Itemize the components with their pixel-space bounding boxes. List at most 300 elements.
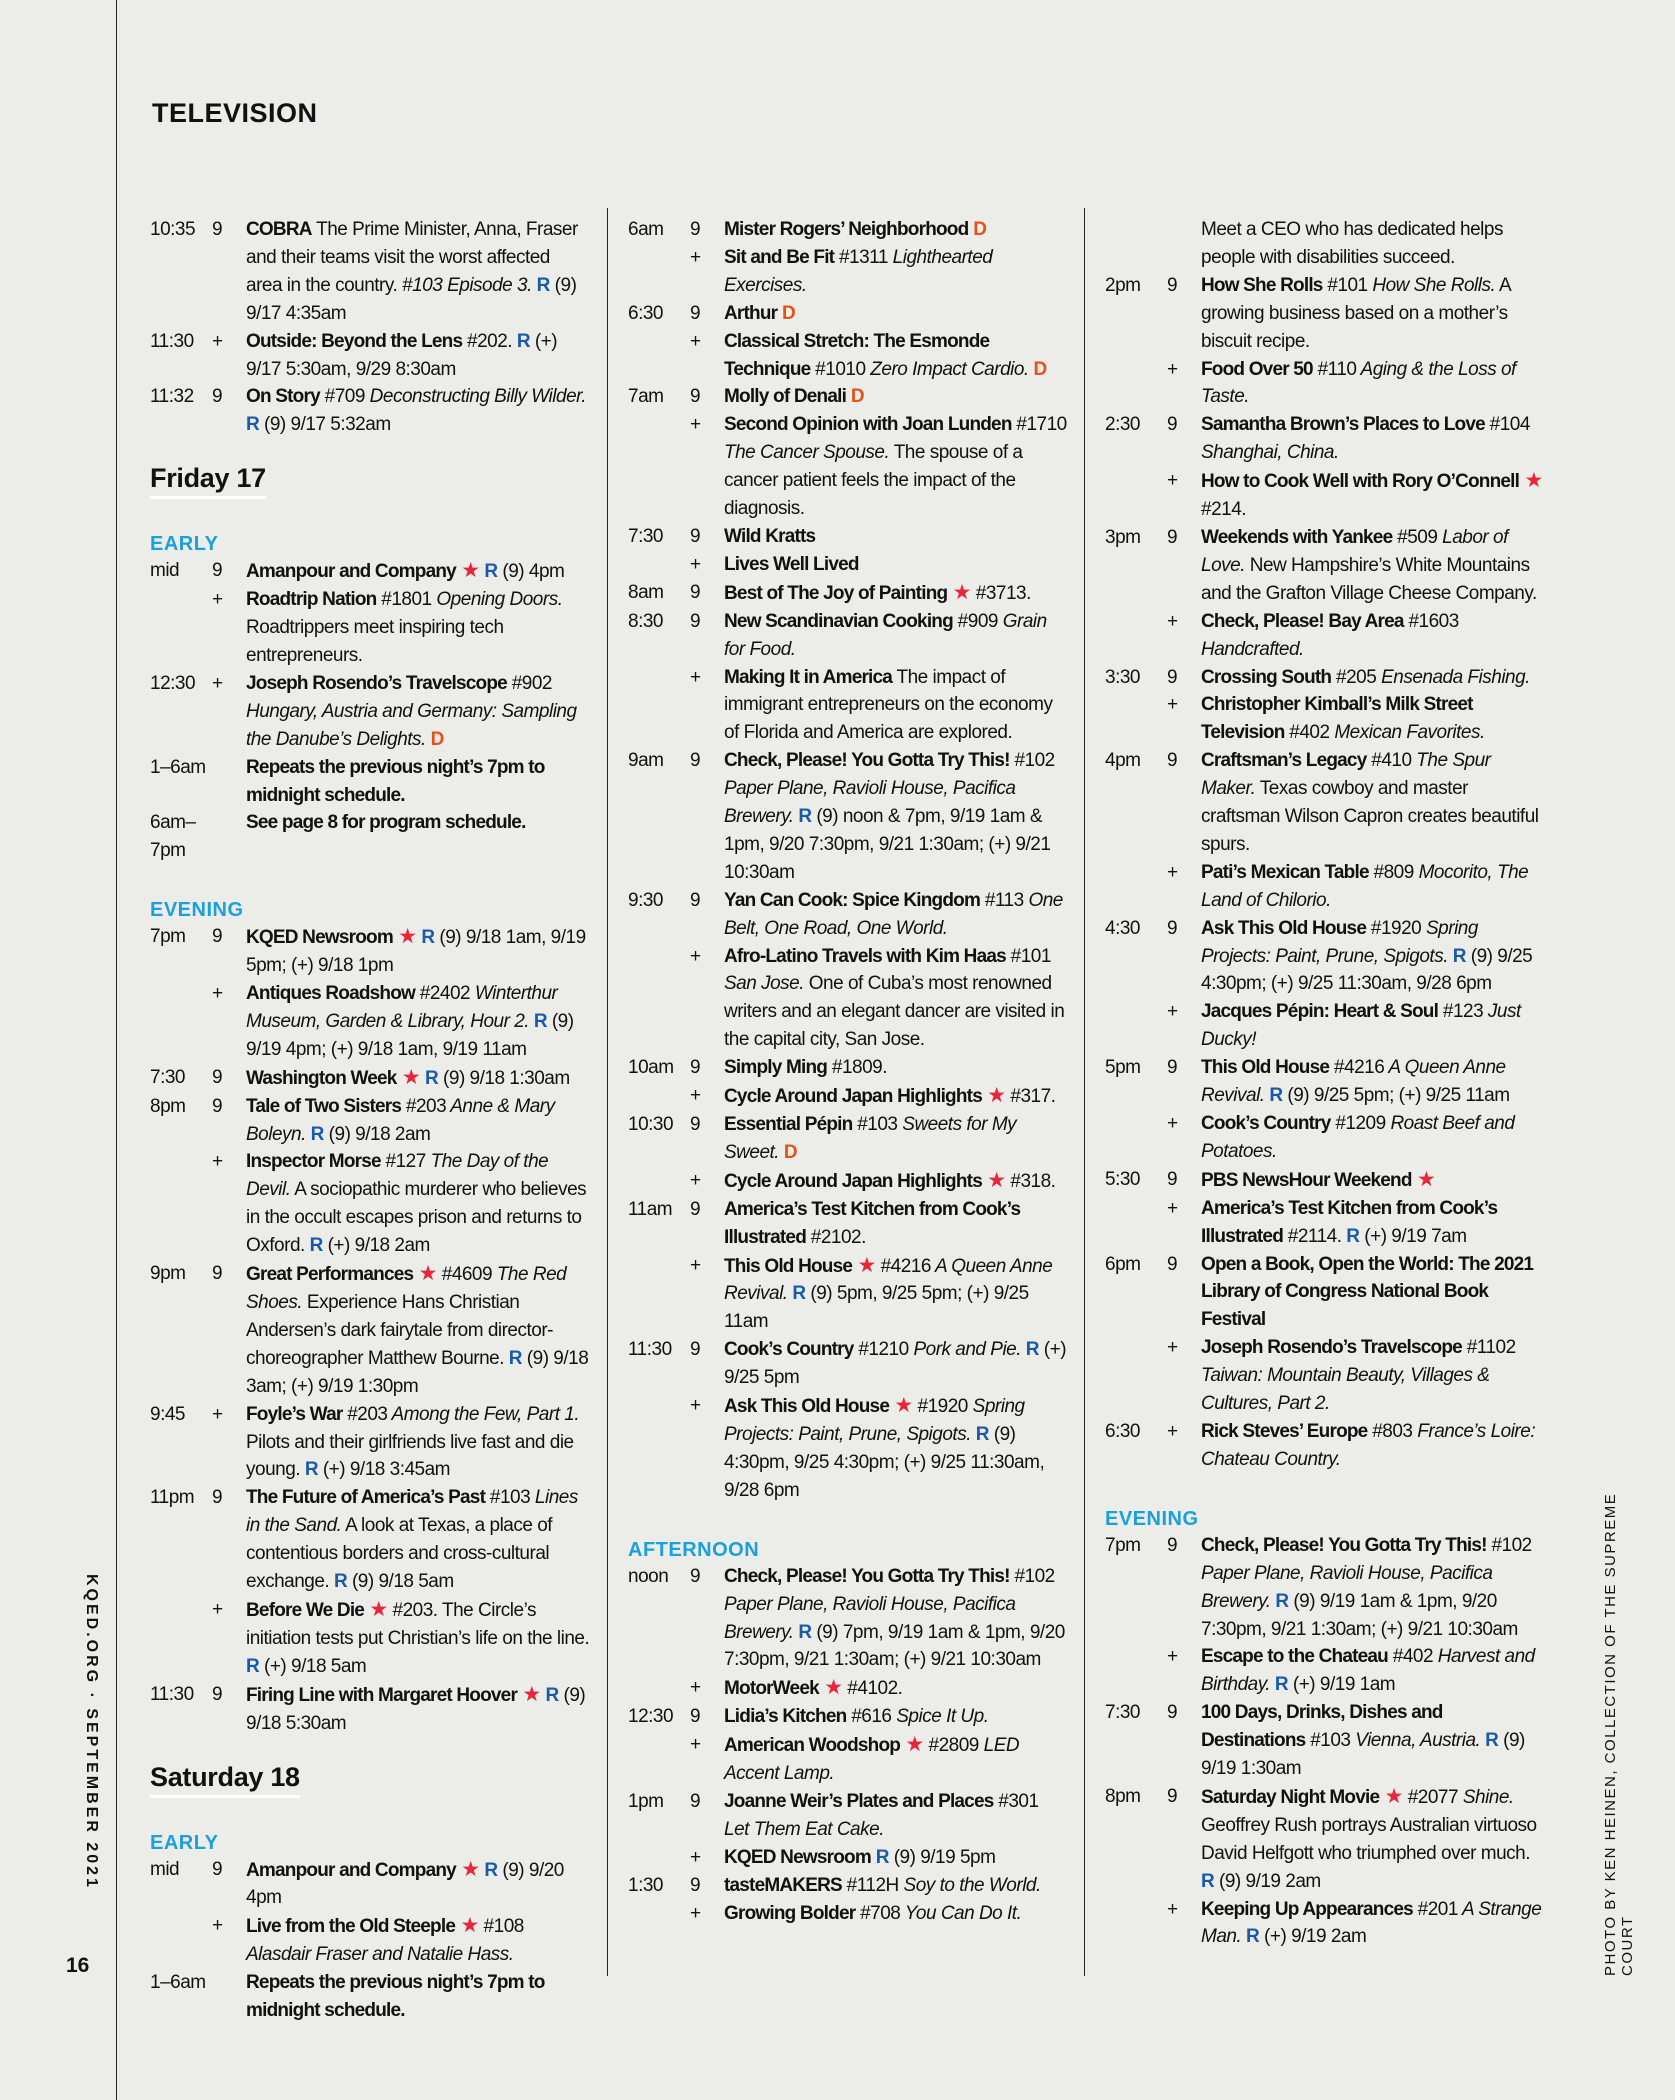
listing-time: 1:30 <box>628 1874 663 1896</box>
repeat-badge: R <box>484 1859 498 1881</box>
program-title: Samantha Brown’s Places to Love <box>1201 414 1485 436</box>
listing-row <box>628 1392 1068 1505</box>
listing-row <box>628 1703 1068 1731</box>
listing-time <box>628 664 690 748</box>
repeat-times: (9) 5pm, 9/25 5pm; (+) 9/25 11am <box>724 1283 1029 1333</box>
local-star-icon: ★ <box>900 1733 924 1757</box>
listing-time: noon <box>628 1565 669 1587</box>
listing-time: 5pm <box>1105 1057 1141 1079</box>
listing-row <box>150 809 590 865</box>
listing-time: 1–6am <box>150 1972 206 1994</box>
listing-body <box>724 943 1068 1055</box>
episode-title: Let Them Eat Cake. <box>724 1818 884 1840</box>
period-heading: AFTERNOON <box>628 1538 760 1561</box>
program-description: The spouse of a cancer patient feels the impact of the diagnosis. <box>724 442 1023 520</box>
listing-time: 11:30 <box>628 1339 672 1361</box>
repeat-badge: R <box>1269 1085 1283 1107</box>
listing-channel: 9 <box>212 1683 223 1705</box>
listing-row <box>628 1563 1068 1675</box>
episode-number: #4102. <box>842 1678 903 1700</box>
episode-title: Pork and Pie. <box>908 1339 1022 1361</box>
page-number: 16 <box>66 1954 90 1977</box>
episode-title: Zero Impact Cardio. <box>865 358 1029 380</box>
program-title: Great Performances <box>246 1264 414 1286</box>
listing-channel: + <box>1167 1420 1178 1442</box>
episode-number: #317. <box>1005 1086 1056 1108</box>
repeat-times: (9) 9/19 5pm <box>888 1846 996 1868</box>
episode-number: #2077 <box>1402 1786 1459 1808</box>
listing-body <box>246 216 590 328</box>
repeat-badge: R <box>1025 1339 1040 1361</box>
listing-body <box>724 1563 1068 1675</box>
listing-row <box>1105 467 1545 524</box>
program-title: Growing Bolder <box>724 1902 856 1924</box>
listing-row <box>628 383 1068 411</box>
program-title: America’s Test Kitchen from Cook’s Illustrated <box>724 1198 1021 1248</box>
listing-body <box>246 1484 590 1596</box>
repeat-badge: R <box>309 1235 323 1257</box>
episode-title: Harvest and Birthday. <box>1201 1646 1535 1696</box>
program-title: Craftsman’s Legacy <box>1201 750 1367 772</box>
listing-channel: 9 <box>212 219 223 240</box>
episode-title: Grain for Food. <box>724 610 1047 660</box>
listing-body <box>246 1969 590 2025</box>
column-divider-2 <box>1084 208 1085 1976</box>
listing-body <box>724 383 1068 411</box>
episode-number: #127 <box>380 1151 426 1173</box>
listing-channel: 9 <box>690 1057 701 1079</box>
episode-number: #909 <box>952 610 998 632</box>
listing-body <box>246 670 590 754</box>
listing-channel: 9 <box>212 1066 223 1088</box>
repeat-badge: R <box>1346 1225 1360 1247</box>
listing-body <box>724 328 1068 384</box>
listing-body <box>724 411 1068 523</box>
repeat-badge: R <box>304 1459 319 1481</box>
listing-time <box>150 1148 212 1260</box>
listing-body <box>1201 411 1545 467</box>
listing-channel: + <box>1167 610 1178 632</box>
episode-number: #1010 <box>810 358 866 380</box>
listing-row <box>150 1148 590 1260</box>
listing-row <box>628 1788 1068 1844</box>
program-title: How She Rolls <box>1201 274 1323 296</box>
listing-channel: 9 <box>212 1095 223 1117</box>
listing-time <box>1105 1195 1167 1251</box>
episode-title: Mocorito, The Land of Chilorio. <box>1201 861 1529 911</box>
listing-time: 7pm <box>150 926 186 948</box>
listing-time: 2:30 <box>1105 414 1140 436</box>
repeat-badge: R <box>536 274 550 296</box>
listing-channel: + <box>1167 358 1178 380</box>
listing-row <box>1105 216 1545 272</box>
episode-number: #104 <box>1484 414 1530 436</box>
repeat-times: (9) 9/19 1:30am <box>1201 1730 1525 1780</box>
listing-body <box>1201 747 1545 859</box>
listing-row <box>628 244 1068 300</box>
program-description: A sociopathic murderer who believes in the occult escapes prison and returns to Oxford. <box>246 1179 587 1257</box>
episode-number: #3713. <box>970 582 1031 604</box>
episode-title: You Can Do It. <box>900 1902 1022 1924</box>
listing-channel: 9 <box>690 1874 701 1896</box>
listing-row <box>150 328 590 384</box>
listing-time: 6am–7pm <box>150 812 196 862</box>
program-title: Classical Stretch: The Esmonde Technique <box>724 330 990 380</box>
episode-number: #509 <box>1392 526 1438 548</box>
repeat-times: (9) 9/17 5:32am <box>259 414 391 436</box>
listing-body <box>724 1167 1068 1196</box>
repeat-times: (+) 9/19 1am <box>1288 1674 1396 1696</box>
repeat-badge: R <box>246 1655 260 1677</box>
day-heading: Friday 17 <box>150 463 266 499</box>
episode-title: A Queen Anne Revival. <box>724 1255 1053 1305</box>
schedule-column-3 <box>1105 216 1545 1951</box>
program-description: Roadtrippers meet inspiring tech entrepreneurs. <box>246 617 504 666</box>
repeat-times: (9) 9/19 4pm; (+) 9/18 1am, 9/19 11am <box>246 1010 574 1060</box>
listing-channel: + <box>690 666 701 688</box>
listing-row <box>150 1093 590 1149</box>
listing-body <box>724 747 1068 887</box>
program-title: Escape to the Chateau <box>1201 1646 1388 1668</box>
listing-channel: + <box>212 1915 223 1937</box>
episode-number: #318. <box>1005 1170 1056 1192</box>
program-title: PBS NewsHour Weekend <box>1201 1169 1412 1191</box>
left-margin-rule <box>116 0 117 2100</box>
listing-time: 11pm <box>150 1487 195 1509</box>
listing-time: 10:30 <box>628 1114 674 1135</box>
episode-title: Paper Plane, Ravioli House, Pacifica Brewery. <box>724 1593 1016 1643</box>
episode-title: Paper Plane, Ravioli House, Pacifica Brewery. <box>1201 1562 1493 1612</box>
listing-time <box>628 1082 690 1111</box>
listing-body <box>1201 1896 1545 1952</box>
program-title: Tale of Two Sisters <box>246 1095 402 1117</box>
local-star-icon: ★ <box>981 1168 1006 1192</box>
listing-time: 11:32 <box>150 386 194 408</box>
episode-title: Sweets for My Sweet. <box>724 1114 1017 1163</box>
program-title: Roadtrip Nation <box>246 589 377 611</box>
episode-title: Spring Projects: Paint, Prune, Spigots. <box>724 1396 1025 1445</box>
listing-body <box>246 557 590 586</box>
program-title: Rick Steves’ Europe <box>1201 1420 1368 1442</box>
local-star-icon: ★ <box>818 1676 843 1700</box>
listing-body <box>1201 1110 1545 1166</box>
program-title: How to Cook Well with Rory O’Connell <box>1201 471 1520 493</box>
listing-channel: + <box>690 1846 701 1868</box>
listing-channel: + <box>690 1085 701 1107</box>
listing-row <box>1105 1699 1545 1783</box>
listing-channel: 9 <box>690 386 701 408</box>
listing-row <box>1105 664 1545 692</box>
listing-time: 11:30 <box>150 330 194 352</box>
program-title: Keeping Up Appearances <box>1201 1898 1413 1920</box>
program-title: Wild Kratts <box>724 525 816 547</box>
episode-number: #2402 <box>415 983 471 1005</box>
listing-row <box>628 411 1068 523</box>
listing-time: 4pm <box>1105 750 1141 772</box>
listing-body <box>246 1401 590 1485</box>
episode-title: A Queen Anne Revival. <box>1201 1057 1506 1107</box>
listing-row <box>1105 1334 1545 1418</box>
listing-channel: 9 <box>212 1487 223 1509</box>
listing-channel: 9 <box>690 581 701 603</box>
episode-title: One Belt, One Road, One World. <box>724 889 1063 939</box>
listing-row <box>1105 524 1545 608</box>
listing-row <box>1105 1110 1545 1166</box>
listing-channel: 9 <box>690 219 701 240</box>
program-title: Washington Week <box>246 1067 397 1089</box>
listing-time <box>628 328 690 384</box>
program-title: Second Opinion with Joan Lunden <box>724 414 1012 436</box>
program-title: tasteMAKERS <box>724 1874 842 1896</box>
episode-title: Aging & the Loss of Taste. <box>1201 358 1516 408</box>
program-title: Check, Please! You Gotta Try This! <box>724 1565 1010 1587</box>
episode-title: The Day of the Devil. <box>246 1151 549 1201</box>
period-heading: EARLY <box>150 533 219 556</box>
episode-title: Taiwan: Mountain Beauty, Villages & Cultures, Part 2. <box>1201 1365 1490 1415</box>
episode-number: #108 <box>478 1916 524 1938</box>
episode-number: #2114. <box>1283 1225 1342 1247</box>
listing-time: mid <box>150 1858 180 1880</box>
listing-time: 8pm <box>1105 1785 1141 1807</box>
program-title: MotorWeek <box>724 1678 819 1700</box>
listing-channel: + <box>690 1169 701 1191</box>
repeat-times: (+) 9/25 5pm <box>724 1339 1067 1389</box>
program-title: Repeats the previous night’s 7pm to midnight schedule. <box>246 1972 545 2022</box>
listing-channel: 9 <box>1167 274 1178 296</box>
repeat-badge: R <box>310 1123 324 1145</box>
listing-channel: 9 <box>212 926 223 948</box>
listing-row <box>1105 608 1545 664</box>
listing-time: 3pm <box>1105 526 1141 548</box>
program-title: This Old House <box>1201 1057 1330 1079</box>
listing-row <box>628 1054 1068 1082</box>
listing-body <box>246 1148 590 1260</box>
listing-channel: 9 <box>1167 526 1178 548</box>
local-star-icon: ★ <box>1519 469 1543 493</box>
listing-time <box>1105 467 1167 524</box>
program-description: Pilots and their girlfriends live fast and die young. <box>246 1431 574 1481</box>
listing-time: 6:30 <box>1105 1420 1140 1442</box>
listing-row <box>1105 859 1545 915</box>
program-title: Open a Book, Open the World: The 2021 Library of Congress National Book Festival <box>1201 1253 1534 1331</box>
listing-row <box>1105 1166 1545 1195</box>
period-heading: EVENING <box>1105 1507 1199 1530</box>
program-title: Firing Line with Margaret Hoover <box>246 1684 518 1706</box>
episode-number: The Prime Minister, Anna, Fraser and their teams visit the worst affected area in the country. <box>246 219 578 296</box>
listing-row <box>1105 1195 1545 1251</box>
listing-channel: 9 <box>1167 666 1178 688</box>
listing-body <box>724 1082 1068 1111</box>
listing-time: 5:30 <box>1105 1168 1140 1190</box>
listing-time <box>1105 608 1167 664</box>
period-heading: EARLY <box>150 1831 219 1854</box>
episode-number: #102 <box>1486 1534 1532 1556</box>
listing-channel: 9 <box>690 750 701 772</box>
listing-body <box>1201 216 1545 272</box>
episode-title: Lighthearted Exercises. <box>724 246 993 296</box>
listing-body <box>1201 272 1545 356</box>
listing-row <box>1105 691 1545 747</box>
listing-channel: 9 <box>1167 414 1178 436</box>
listing-row <box>1105 1532 1545 1644</box>
program-title: Simply Ming <box>724 1057 828 1079</box>
listing-row <box>150 383 590 439</box>
listing-time: 10am <box>628 1057 674 1079</box>
repeat-times: (9) 9/18 5:30am <box>246 1684 586 1734</box>
spacer <box>1105 1474 1545 1500</box>
listing-time <box>1105 998 1167 1054</box>
repeat-badge: R <box>516 330 531 352</box>
described-badge: D <box>850 386 865 408</box>
episode-title: Among the Few, Part 1. <box>387 1403 580 1425</box>
episode-number: #301 <box>993 1790 1039 1812</box>
episode-title: Paper Plane, Ravioli House, Pacifica Brewery. <box>724 778 1016 828</box>
local-star-icon: ★ <box>1411 1167 1436 1191</box>
episode-number: #803 <box>1367 1420 1413 1442</box>
listing-channel: 9 <box>690 1198 701 1220</box>
episode-number: #203. The Circle’s initiation tests put Christian’s life on the line. <box>246 1599 590 1649</box>
episode-number: #1801 <box>376 589 432 611</box>
listing-channel: + <box>1167 1197 1178 1219</box>
program-title: Best of The Joy of Painting <box>724 582 948 604</box>
listing-body <box>1201 998 1545 1054</box>
listing-row <box>628 1196 1068 1252</box>
listing-time: 6pm <box>1105 1253 1141 1275</box>
local-star-icon: ★ <box>947 580 971 604</box>
listing-channel: 9 <box>690 889 701 911</box>
listing-channel <box>212 754 246 810</box>
episode-number: #1210 <box>853 1339 909 1361</box>
listing-row <box>150 1484 590 1596</box>
program-title: KQED Newsroom <box>724 1846 871 1868</box>
listing-body <box>724 664 1068 748</box>
listing-body <box>1201 1699 1545 1783</box>
repeat-times: (+) 9/19 7am <box>1359 1225 1467 1247</box>
episode-number: #103 <box>1305 1730 1351 1752</box>
repeat-badge: R <box>508 1347 523 1369</box>
listing-row <box>628 1674 1068 1703</box>
listing-row <box>150 1681 590 1738</box>
listing-body <box>724 887 1068 943</box>
listing-time: 11am <box>628 1198 673 1220</box>
episode-number: #203 <box>342 1403 388 1425</box>
listing-row <box>628 747 1068 887</box>
listing-channel: 9 <box>1167 1534 1178 1556</box>
listing-row <box>150 1969 590 2025</box>
program-title: Live from the Old Steeple <box>246 1916 456 1938</box>
listing-time: 9am <box>628 750 664 772</box>
episode-number: #1920 <box>912 1396 968 1418</box>
listing-body <box>1201 691 1545 747</box>
listing-row <box>150 1064 590 1093</box>
listing-channel: + <box>212 330 223 352</box>
program-title: 100 Days, Drinks, Dishes and Destinations <box>1201 1702 1443 1752</box>
listing-row <box>628 608 1068 664</box>
listing-body <box>1201 915 1545 999</box>
local-star-icon: ★ <box>413 1262 437 1286</box>
listing-row <box>1105 411 1545 467</box>
listing-row <box>628 216 1068 244</box>
listing-channel: 9 <box>1167 1785 1178 1807</box>
episode-title: A Strange Man. <box>1201 1898 1542 1948</box>
repeat-badge: R <box>798 806 812 828</box>
listing-body <box>246 1064 590 1093</box>
listing-time: 7pm <box>1105 1534 1141 1556</box>
episode-title: The Cancer Spouse. <box>724 442 890 464</box>
photo-credit: PHOTO BY KEN HEINEN, COLLECTION OF THE SUPREME COURT <box>1602 1492 1636 1976</box>
repeat-times: (9) 9/25 4:30pm; (+) 9/25 11:30am, 9/28 6pm <box>1201 945 1533 995</box>
listing-channel: + <box>690 1902 701 1924</box>
episode-number: #2102. <box>806 1226 866 1248</box>
column-divider-1 <box>607 208 608 1976</box>
repeat-times: (9) 4pm <box>497 561 565 583</box>
repeat-badge: R <box>1201 1870 1215 1892</box>
local-star-icon: ★ <box>455 1914 479 1938</box>
listing-body <box>724 523 1068 551</box>
listing-channel: 9 <box>1167 1253 1178 1275</box>
listing-body <box>724 1703 1068 1731</box>
listing-body <box>1201 1643 1545 1699</box>
program-title: Foyle’s War <box>246 1403 343 1425</box>
repeat-times: (9) 9/18 5am <box>347 1571 454 1593</box>
listing-body <box>1201 1251 1545 1335</box>
program-title: On Story <box>246 386 320 408</box>
listing-time: 7am <box>628 386 664 408</box>
listing-channel: 9 <box>690 1114 701 1135</box>
listing-row <box>1105 272 1545 356</box>
described-badge: D <box>783 1141 798 1163</box>
listing-channel: 9 <box>690 525 701 547</box>
listing-time <box>1105 1643 1167 1699</box>
listing-channel: + <box>212 1403 223 1425</box>
episode-number: #203 <box>401 1095 447 1117</box>
listing-body <box>724 244 1068 300</box>
program-description: A growing business based on a mother’s biscuit recipe. <box>1201 274 1511 352</box>
listing-time <box>628 1844 690 1872</box>
episode-title: The Spur Maker. <box>1201 750 1491 800</box>
episode-number: #1710 <box>1011 414 1067 436</box>
listing-channel: 9 <box>212 1858 223 1880</box>
episode-title: The Red Shoes. <box>246 1264 567 1313</box>
listing-body <box>1201 524 1545 608</box>
repeat-times: (9) 9/19 2am <box>1214 1870 1321 1892</box>
episode-number: #214. <box>1201 499 1247 521</box>
listing-row <box>1105 1251 1545 1335</box>
repeat-times: (9) 7pm, 9/19 1am & 1pm, 9/20 7:30pm, 9/21 1:30am; (+) 9/21 10:30am <box>724 1621 1065 1671</box>
listing-channel: 9 <box>212 560 223 582</box>
listing-body <box>246 809 590 865</box>
episode-number: #4216 <box>1329 1057 1385 1079</box>
episode-title: Opening Doors. <box>431 589 563 611</box>
listing-body <box>246 1596 590 1681</box>
listing-body <box>724 579 1068 608</box>
program-title: Check, Please! Bay Area <box>1201 610 1404 632</box>
listing-row <box>1105 998 1545 1054</box>
episode-title: Spring Projects: Paint, Prune, Spigots. <box>1201 917 1478 967</box>
listing-body <box>724 1872 1068 1900</box>
listing-body <box>1201 1418 1545 1474</box>
listing-body <box>1201 1195 1545 1251</box>
program-title: COBRA <box>246 219 312 240</box>
repeat-badge: R <box>1275 1590 1289 1612</box>
listing-time: 12:30 <box>150 672 196 694</box>
listing-row <box>150 923 590 980</box>
described-badge: D <box>1033 358 1047 380</box>
listing-channel: + <box>212 672 223 694</box>
listing-body <box>246 383 590 439</box>
local-star-icon: ★ <box>1379 1784 1403 1808</box>
listing-time <box>150 586 212 670</box>
